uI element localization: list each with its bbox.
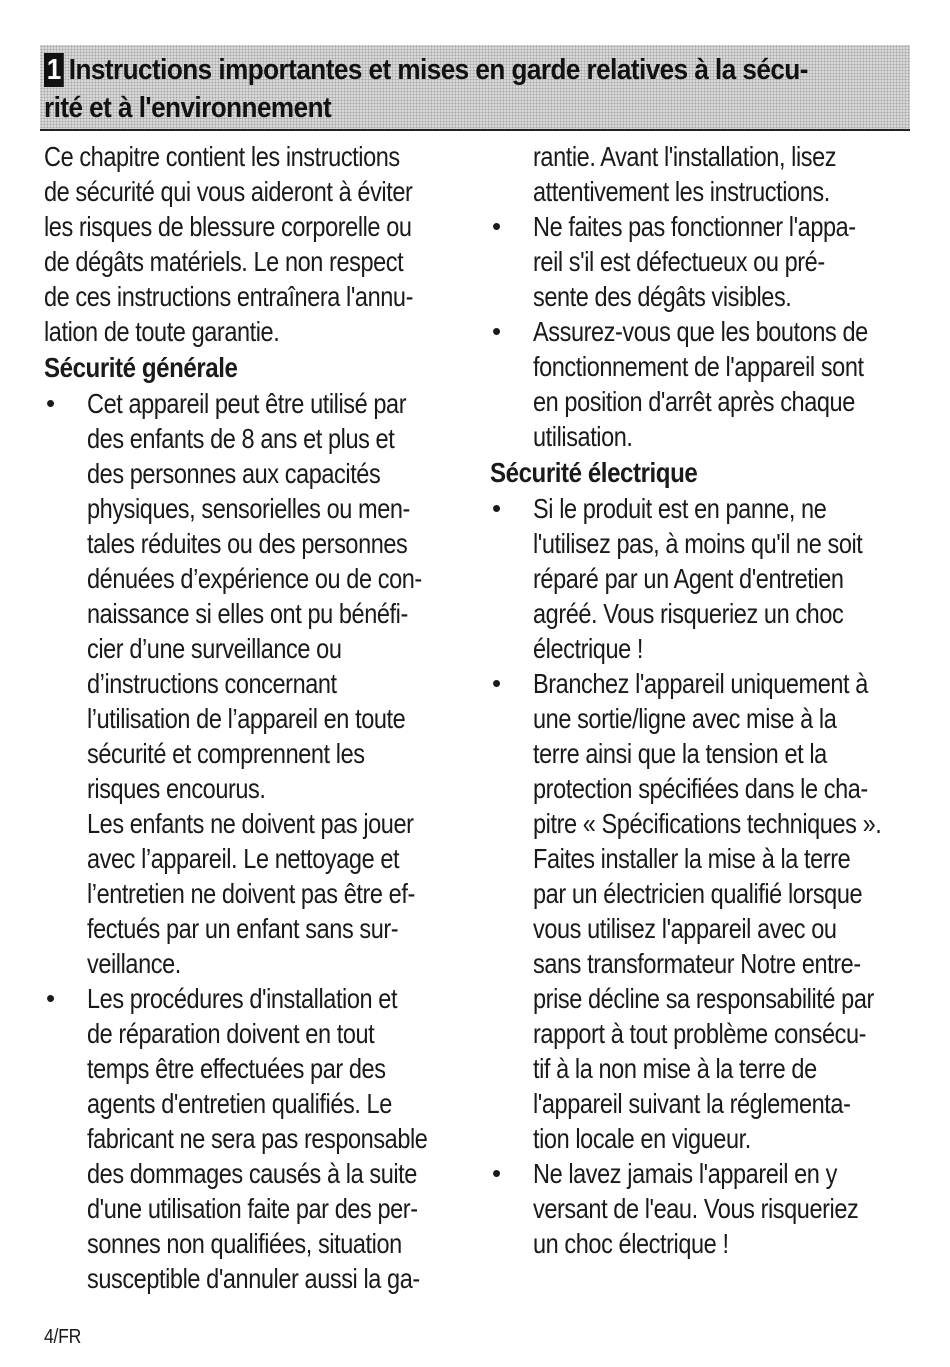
text-line: de réparation doivent en tout <box>87 1018 375 1049</box>
text-line: physiques, sensorielles ou men- <box>87 493 410 524</box>
text-line: tion locale en vigueur. <box>533 1123 751 1154</box>
text-line: les risques de blessure corporelle ou <box>44 211 412 242</box>
bullet-icon: • <box>492 493 502 523</box>
text-line: Les procédures d'installation et <box>87 983 398 1014</box>
text-line: sonnes non qualifiées, situation <box>87 1228 402 1259</box>
text-line: d’instructions concernant <box>87 668 337 699</box>
list-item <box>490 314 930 454</box>
text-line: de dégâts matériels. Le non respect <box>44 246 404 277</box>
page-number: 4/FR <box>44 1326 82 1348</box>
list-item <box>44 981 484 1296</box>
text-line: Ne faites pas fonctionner l'appa- <box>533 211 856 242</box>
text-line: rantie. Avant l'installation, lisez <box>533 141 837 172</box>
text-line: vous utilisez l'appareil avec ou <box>533 913 837 944</box>
text-line: l'utilisez pas, à moins qu'il ne soit <box>533 528 863 559</box>
text-line: prise décline sa responsabilité par <box>533 983 874 1014</box>
text-line: pitre « Spécifications techniques ». <box>533 808 882 839</box>
chapter-header <box>40 45 910 131</box>
text-line: Assurez-vous que les boutons de <box>533 316 868 347</box>
text-line: avec l’appareil. Le nettoyage et <box>87 843 400 874</box>
text-line: Les enfants ne doivent pas jouer <box>87 808 414 839</box>
text-line: dénuées d’expérience ou de con- <box>87 563 422 594</box>
bullet-icon: • <box>492 316 502 346</box>
left-column <box>44 139 484 1296</box>
text-line: une sortie/ligne avec mise à la <box>533 703 837 734</box>
text-line: versant de l'eau. Vous risqueriez <box>533 1193 859 1224</box>
chapter-number-badge: 1 <box>44 53 63 87</box>
text-line: Cet appareil peut être utilisé par <box>87 388 407 419</box>
text-line: tif à la non mise à la terre de <box>533 1053 817 1084</box>
text-line: Ce chapitre contient les instructions <box>44 141 400 172</box>
text-line: agréé. Vous risqueriez un choc <box>533 598 844 629</box>
bullet-icon: • <box>492 1158 502 1188</box>
text-line: des enfants de 8 ans et plus et <box>87 423 395 454</box>
bullet-icon: • <box>46 983 56 1013</box>
bullet-icon: • <box>492 668 502 698</box>
text-line: électrique ! <box>533 633 644 664</box>
section-heading-electrical-safety: Sécurité électrique <box>490 457 698 488</box>
text-line: attentivement les instructions. <box>533 176 830 207</box>
text-line: utilisation. <box>533 421 633 452</box>
text-line: en position d'arrêt après chaque <box>533 386 855 417</box>
text-line: Branchez l'appareil uniquement à <box>533 668 868 699</box>
text-line: fabricant ne sera pas responsable <box>87 1123 428 1154</box>
text-line: l’utilisation de l’appareil en toute <box>87 703 406 734</box>
text-line: sécurité et comprennent les <box>87 738 365 769</box>
text-line: Ne lavez jamais l'appareil en y <box>533 1158 837 1189</box>
text-line: l'appareil suivant la réglementa- <box>533 1088 851 1119</box>
text-line: sans transformateur Notre entre- <box>533 948 861 979</box>
text-line: fectués par un enfant sans sur- <box>87 913 399 944</box>
text-line: Si le produit est en panne, ne <box>533 493 827 524</box>
text-line: reil s'il est défectueux ou pré- <box>533 246 825 277</box>
text-line: par un électricien qualifié lorsque <box>533 878 863 909</box>
chapter-title-line2: rité et à l'environnement <box>44 92 332 124</box>
text-line: tales réduites ou des personnes <box>87 528 408 559</box>
section-heading-general-safety: Sécurité générale <box>44 352 238 383</box>
text-line: Faites installer la mise à la terre <box>533 843 851 874</box>
text-line: réparé par un Agent d'entretien <box>533 563 844 594</box>
text-line: protection spécifiées dans le cha- <box>533 773 868 804</box>
text-line: fonctionnement de l'appareil sont <box>533 351 864 382</box>
text-line: des personnes aux capacités <box>87 458 381 489</box>
text-line: lation de toute garantie. <box>44 316 280 347</box>
right-column <box>490 139 930 1261</box>
text-line: cier d’une surveillance ou <box>87 633 342 664</box>
text-line: de ces instructions entraînera l'annu- <box>44 281 413 312</box>
text-line: sente des dégâts visibles. <box>533 281 792 312</box>
text-line: temps être effectuées par des <box>87 1053 386 1084</box>
list-item <box>490 491 930 666</box>
chapter-title-line1: Instructions importantes et mises en garde relatives à la sécu- <box>68 54 808 86</box>
intro-paragraph <box>44 139 484 349</box>
text-line: rapport à tout problème consécu- <box>533 1018 867 1049</box>
text-line: risques encourus. <box>87 773 266 804</box>
bullet-icon: • <box>46 388 56 418</box>
text-line: terre ainsi que la tension et la <box>533 738 827 769</box>
text-line: agents d'entretien qualifiés. Le <box>87 1088 392 1119</box>
text-line: naissance si elles ont pu bénéfi- <box>87 598 408 629</box>
text-line: un choc électrique ! <box>533 1228 729 1259</box>
text-line: des dommages causés à la suite <box>87 1158 417 1189</box>
text-line: l’entretien ne doivent pas être ef- <box>87 878 415 909</box>
chapter-title <box>44 51 818 127</box>
text-line: veillance. <box>87 948 181 979</box>
list-item <box>44 386 484 981</box>
text-line: de sécurité qui vous aideront à éviter <box>44 176 413 207</box>
bullet-icon: • <box>492 211 502 241</box>
list-item <box>490 209 930 314</box>
list-item <box>490 666 930 1156</box>
list-item <box>490 1156 930 1261</box>
text-line: d'une utilisation faite par des per- <box>87 1193 418 1224</box>
text-line: susceptible d'annuler aussi la ga- <box>87 1263 420 1294</box>
list-item-continuation <box>490 139 930 209</box>
